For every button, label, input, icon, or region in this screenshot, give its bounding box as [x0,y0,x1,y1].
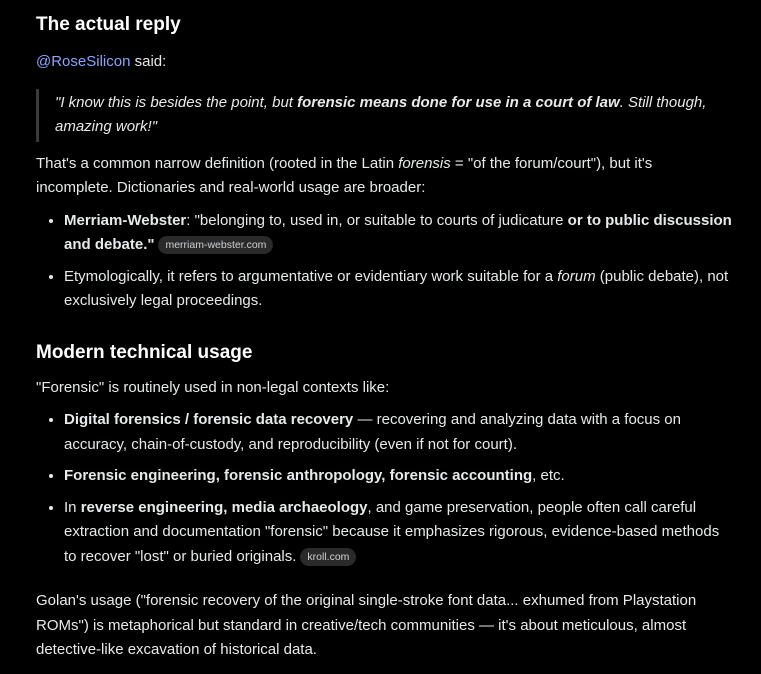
etc-text: , etc. [532,467,565,484]
list-item [64,496,733,570]
list-item [64,265,733,314]
re-text-a: In [64,498,81,516]
source-pill-kroll[interactable]: kroll.com [300,548,356,566]
usage-list [36,408,733,569]
list-item [64,209,733,258]
forensic-engineering: Forensic engineering [64,467,216,484]
forensic-accounting: forensic accounting [389,467,533,484]
dictionary-list [36,209,733,314]
definition-paragraph [36,152,733,201]
etym-text-b: (public debate), not exclusively legal proceedings. [64,267,729,309]
separator: , [381,467,390,484]
separator: , [215,467,225,484]
section-heading-modern-usage: Modern technical usage [36,341,253,363]
digital-forensics-text: — recovering and analyzing data with a focus on accuracy, chain-of-custody, and reproducibility (even if not for court). [64,411,681,453]
para1-text-a: That's a common narrow definition (rooted in the Latin [36,154,399,172]
golan-paragraph: Golan's usage ("forensic recovery of the original single-stroke font data... exhumed from Playstation ROMs") is metaphorical but standard in creative/tech communities — it's about meticulous, almost detective-like excavation of historical data. [36,592,697,658]
re-text: , and game preservation, people often call careful extraction and documentation "forensic" because it emphasizes rigorous, evidence-based methods to recover "lost" or buried originals. [64,498,720,565]
quote-bold: forensic means done for use in a court of law [297,93,620,111]
section-heading-actual-reply: The actual reply [36,14,181,35]
quoted-reply [36,89,733,142]
digital-forensics-label: Digital forensics / forensic data recovery [64,411,354,428]
mw-label: Merriam-Webster [64,211,187,229]
list-item [64,408,733,457]
user-handle-link[interactable]: @RoseSilicon [36,53,131,70]
reverse-engineering: reverse engineering [80,498,224,516]
etym-em: forum [557,267,596,285]
quote-text-2: . Still though, amazing work!" [55,93,707,135]
etym-text-a: Etymologically, it refers to argumentative or evidentiary work suitable for a [64,267,558,285]
forensic-anthropology: forensic anthropology [224,467,382,484]
source-pill-merriam-webster[interactable]: merriam-webster.com [158,236,273,254]
said-line [36,50,733,75]
list-item [64,464,733,489]
media-archaeology: media archaeology [231,498,368,516]
separator: , [223,498,232,516]
said-text: said: [130,53,167,70]
mw-bold: or to public discussion and debate [64,211,732,253]
para1-text-b: = "of the forum/court"), but it's incomplete. Dictionaries and real-world usage are broader: [36,154,653,196]
mw-close: ." [143,236,155,253]
para1-latin-term: forensis [398,154,451,172]
usage-intro: "Forensic" is routinely used in non-legal contexts like: [36,378,390,396]
quote-text-1: "I know this is besides the point, but [55,93,298,111]
mw-text: : "belonging to, used in, or suitable to courts of judicature [186,211,568,229]
